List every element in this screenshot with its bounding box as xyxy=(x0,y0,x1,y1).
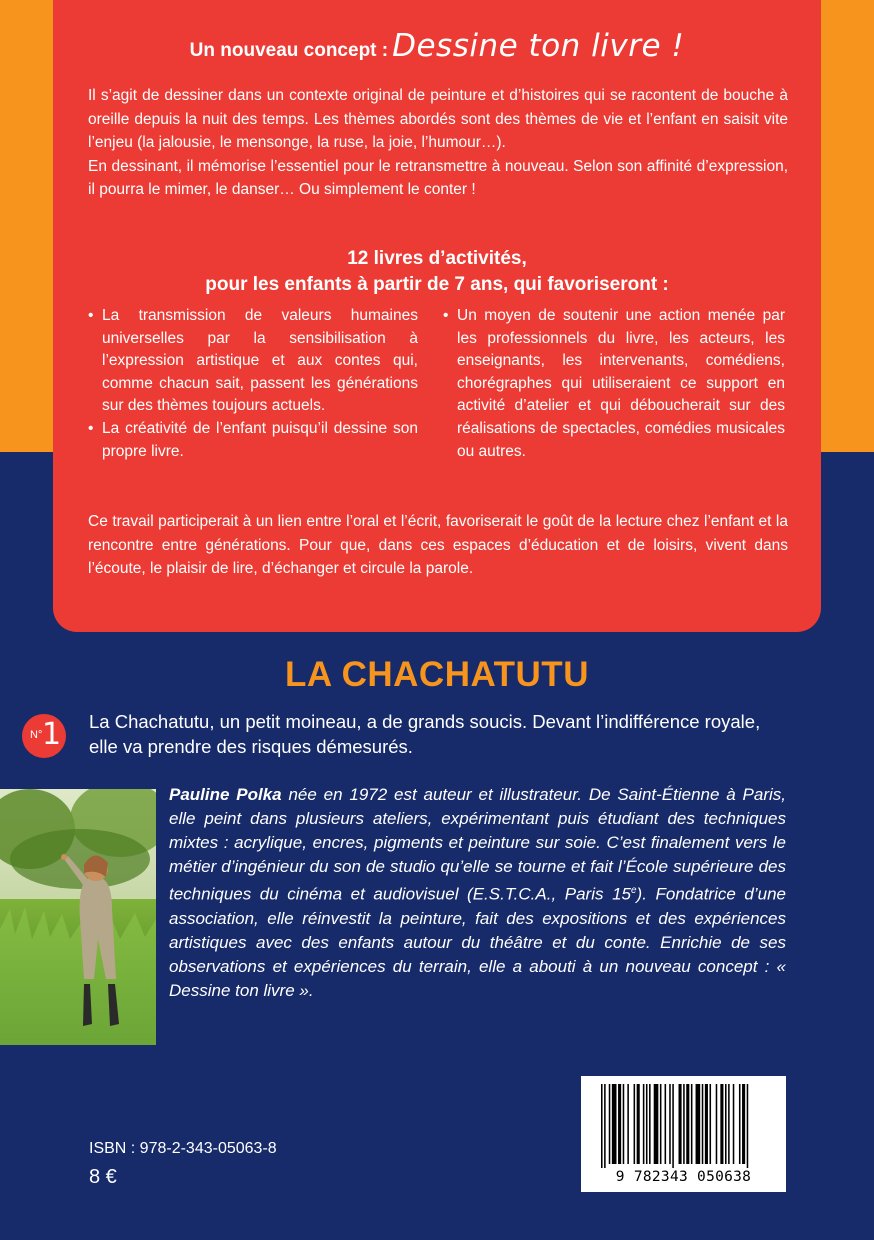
concept-lead: Un nouveau concept : xyxy=(189,40,389,61)
badge-prefix: N° xyxy=(30,729,43,741)
activities-left-column xyxy=(88,305,418,463)
bullet-icon: • xyxy=(88,307,94,324)
barcode-bar xyxy=(728,1084,730,1164)
barcode-bar xyxy=(691,1084,693,1164)
barcode-bar xyxy=(739,1084,741,1164)
author-photo-illustration xyxy=(0,789,156,1045)
concept-headline xyxy=(53,28,821,64)
intro-text xyxy=(88,84,788,202)
isbn: ISBN : 978-2-343-05063-8 xyxy=(89,1140,277,1157)
activities-heading-line-2: pour les enfants à partir de 7 ans, qui favoriseront : xyxy=(205,274,669,295)
barcode-bar xyxy=(604,1084,606,1168)
bullet-icon: • xyxy=(443,307,449,324)
barcode-bar xyxy=(686,1084,689,1164)
concept-script-title: Dessine ton livre ! xyxy=(392,28,685,64)
barcode-bar xyxy=(634,1084,636,1164)
barcode-bar xyxy=(705,1084,708,1164)
barcode-bar xyxy=(601,1084,603,1168)
barcode-bar xyxy=(720,1084,723,1164)
barcode-bar xyxy=(742,1084,745,1164)
barcode-bar xyxy=(683,1084,685,1164)
author-bio xyxy=(169,783,786,1003)
list-item xyxy=(88,305,418,418)
book-title: LA CHACHATUTU xyxy=(285,655,589,694)
intro-paragraph-2: En dessinant, il mémorise l’essentiel pour le retransmettre à nouveau. Selon son affinité d’expression, il pourra le mimer, le danser… Ou simplement le conter ! xyxy=(88,157,788,198)
badge-number: 1 xyxy=(42,717,62,752)
barcode-bar xyxy=(618,1084,621,1164)
barcode-bar xyxy=(733,1084,735,1164)
price: 8 € xyxy=(89,1166,117,1188)
closing-paragraph: Ce travail participerait à un lien entre l’oral et l’écrit, favoriserait le goût de la lecture chez l’enfant et la rencontre entre générations. Pour que, dans ces espaces d’éducation et de loisirs, vivent dans l’écoute, le plaisir de lire, d’échanger et circule la parole. xyxy=(88,513,788,577)
barcode-bars xyxy=(581,1076,786,1171)
barcode-bar xyxy=(637,1084,640,1164)
barcode-bar xyxy=(609,1084,611,1164)
list-item xyxy=(443,305,785,463)
list-item xyxy=(88,418,418,463)
barcode-bar xyxy=(646,1084,648,1164)
barcode-bar xyxy=(710,1084,712,1164)
barcode-bar xyxy=(660,1084,662,1164)
author-bio-text-1: née en 1972 est auteur et illustrateur. De Saint-Étienne à Paris, elle peint dans plusieurs ateliers, expérimentant puis étudiant des techniques mixtes : acrylique, encres, pigments et peinture sur soie. C’est finalement vers le métier d’ingénieur du son de studio qu’elle se tourne et fait l’École supérieure des techniques du cinéma et audiovisuel (E.S.T.C.A., Paris 15 xyxy=(169,785,786,904)
barcode-bar xyxy=(679,1084,682,1164)
barcode-bar xyxy=(702,1084,704,1164)
book-description: La Chachatutu, un petit moineau, a de grands soucis. Devant l’indifférence royale, elle va prendre des risques démesurés. xyxy=(89,711,761,757)
barcode-bar xyxy=(665,1084,667,1164)
barcode-bar xyxy=(716,1084,718,1164)
activities-heading xyxy=(53,246,821,298)
barcode-bar xyxy=(643,1084,645,1164)
volume-number-badge xyxy=(22,714,66,758)
bullet-text: Un moyen de soutenir une action menée par les professionnels du livre, les acteurs, les enseignants, les intervenants, comédiens, chorégraphes qui utiliseraient ce support en activité d’atelier et qui déboucherait sur des réalisations de spectacles, comédies musicales ou autres. xyxy=(457,307,785,460)
barcode-bar xyxy=(696,1084,701,1164)
author-bio-superscript: e xyxy=(630,885,637,896)
author-name: Pauline Polka xyxy=(169,785,282,804)
barcode-bar xyxy=(654,1084,659,1164)
intro-paragraph-1: Il s’agit de dessiner dans un contexte original de peinture et d’histoires qui se racontent de bouche à oreille depuis la nuit des temps. Les thèmes abordés sont des thèmes de vie et l’enfant en saisit vite l’enjeu (la jalousie, le mensonge, la ruse, la joie, l’humour…). xyxy=(88,87,788,151)
barcode-bar xyxy=(725,1084,727,1164)
barcode-bar xyxy=(612,1084,617,1164)
author-photo xyxy=(0,789,156,1045)
barcode-bar xyxy=(672,1084,674,1168)
barcode-digits: 9 782343 050638 xyxy=(615,1169,752,1185)
bullet-text: La transmission de valeurs humaines universelles par la sensibilisation à l’expression artistique et aux contes qui, comme chacun sait, passent les générations sur des thèmes toujours actuels. xyxy=(102,307,418,415)
activities-heading-line-1: 12 livres d’activités, xyxy=(347,248,527,269)
bullet-icon: • xyxy=(88,419,94,437)
activities-right-column xyxy=(443,305,785,463)
barcode-bar xyxy=(623,1084,625,1164)
barcode-bar xyxy=(669,1084,671,1164)
barcode xyxy=(581,1076,786,1192)
barcode-bar xyxy=(627,1084,629,1164)
author-bio-text-2: ). Fondatrice d’une association, elle réinvestit la peinture, fait des expositions et des expériences artistiques avec des enfants autour du théâtre et du conte. Enrichie de ses observations et expériences du terrain, elle a abouti à un nouveau concept : « Dessine ton livre ». xyxy=(169,884,786,1000)
barcode-bar xyxy=(649,1084,651,1164)
concept-panel xyxy=(53,0,821,632)
barcode-bar xyxy=(747,1084,749,1168)
bullet-text: La créativité de l’enfant puisqu’il dessine son propre livre. xyxy=(102,419,418,460)
